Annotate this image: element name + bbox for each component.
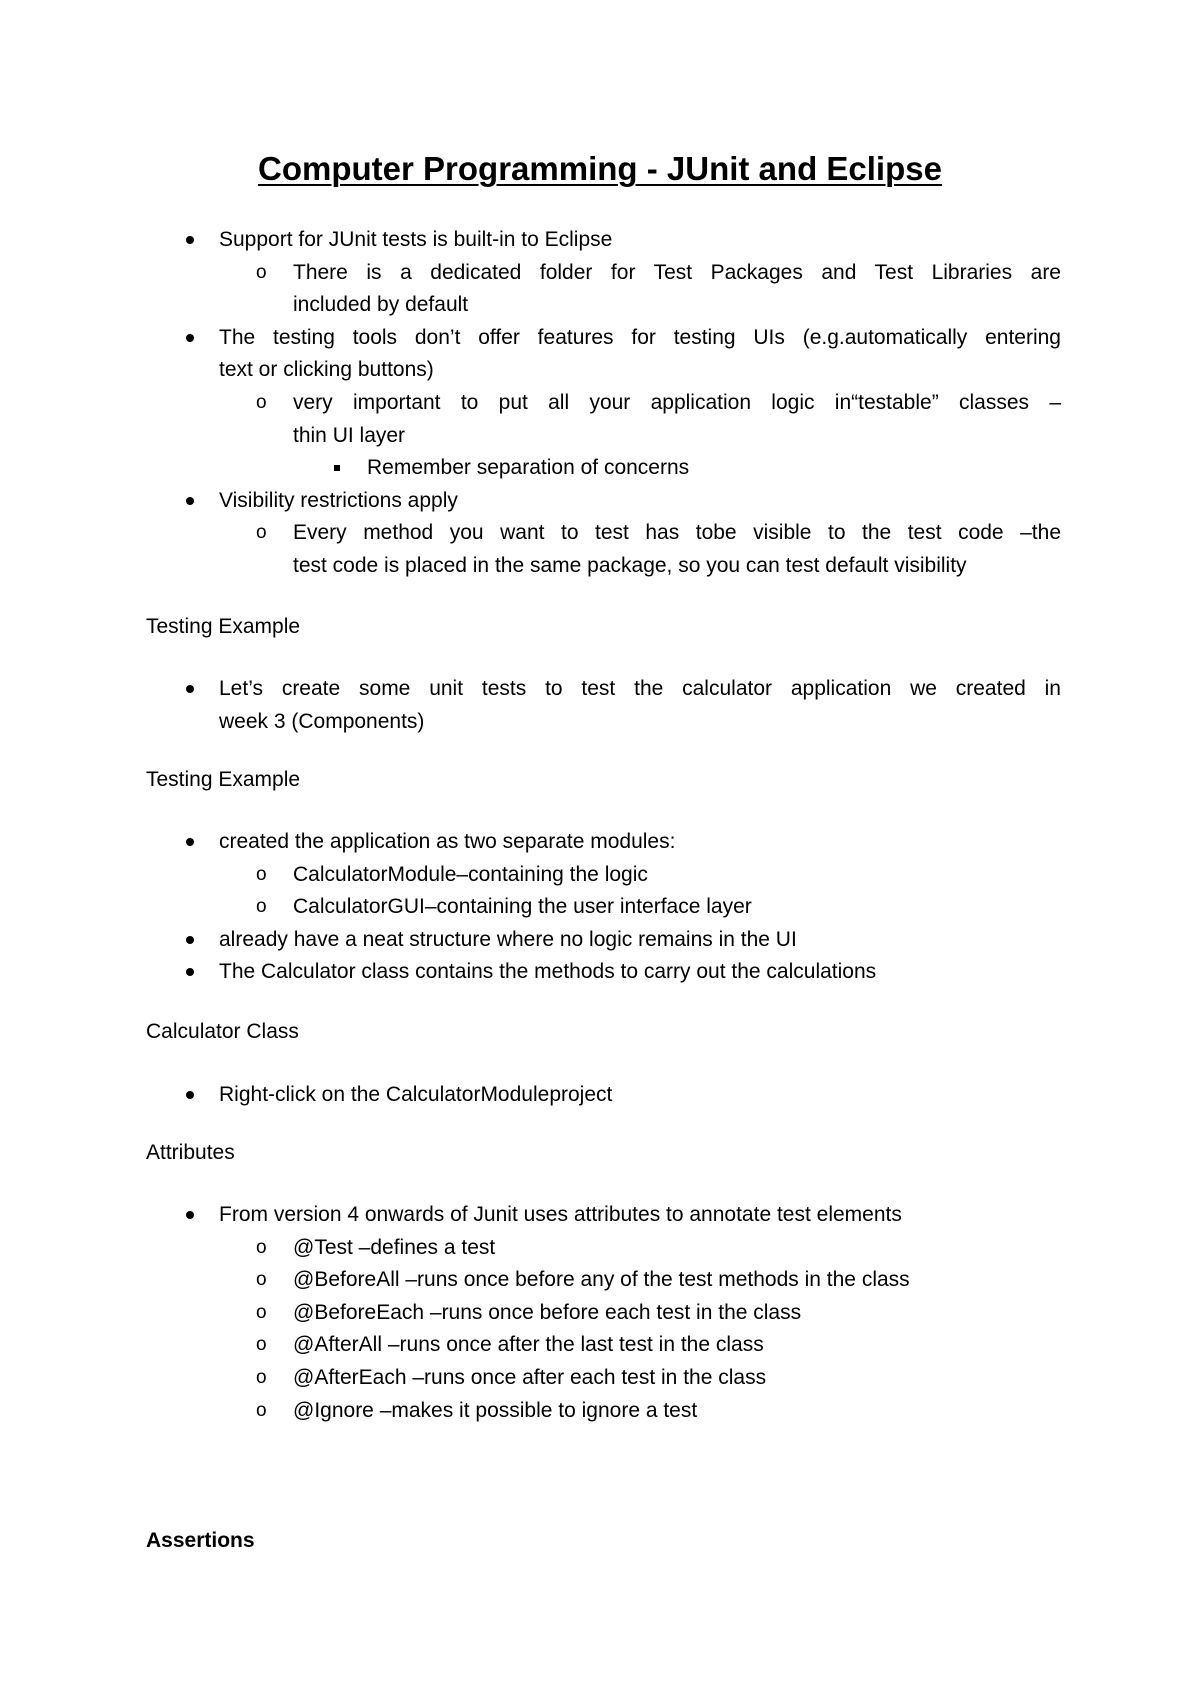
list-item-text: The testing tools don’t offer features for testing UIs (e.g.automatically entering <box>219 325 1061 349</box>
section-heading-testing-example-1: Testing Example <box>146 615 301 638</box>
bullet-icon <box>184 323 204 353</box>
bullet-icon <box>184 225 204 255</box>
bullet-icon <box>184 827 204 857</box>
bullet-icon <box>184 486 204 516</box>
list-item-text: @Test –defines a test <box>293 1235 496 1259</box>
square-bullet-icon <box>332 453 352 483</box>
list-item-text: @AfterAll –runs once after the last test in the class <box>293 1333 764 1357</box>
list-item-text: From version 4 onwards of Junit uses attributes to annotate test elements <box>219 1203 902 1226</box>
list-item-text: Every method you want to test has tobe visible to the test code –the <box>293 521 1061 545</box>
list-item-text: included by default <box>293 293 469 317</box>
list-item-text: very important to put all your application logic in“testable” classes – <box>293 391 1061 414</box>
bullet-icon <box>184 925 204 955</box>
circle-bullet-icon: o <box>256 1367 267 1388</box>
bullet-icon <box>184 674 204 704</box>
bullet-icon <box>184 1080 204 1110</box>
section-heading-assertions: Assertions <box>146 1529 255 1552</box>
circle-bullet-icon: o <box>256 1399 267 1421</box>
list-item-text: @AfterEach –runs once after each test in the class <box>293 1366 767 1389</box>
list-item-text: @BeforeEach –runs once before each test in the class <box>293 1300 802 1324</box>
list-item-text: already have a neat structure where no logic remains in the UI <box>219 927 797 951</box>
list-item-text: CalculatorGUI–containing the user interface layer <box>293 895 752 919</box>
circle-bullet-icon: o <box>256 1236 267 1258</box>
list-item-text: Let’s create some unit tests to test the calculator application we created in <box>219 677 1061 700</box>
list-item-text: Support for JUnit tests is built-in to Eclipse <box>219 228 613 251</box>
section-heading-attributes: Attributes <box>146 1141 235 1164</box>
list-item-text: Visibility restrictions apply <box>219 488 458 512</box>
bullet-icon <box>184 1200 204 1230</box>
circle-bullet-icon: o <box>256 896 267 918</box>
circle-bullet-icon: o <box>256 522 267 544</box>
bullet-icon <box>184 957 204 987</box>
section-heading-calculator-class: Calculator Class <box>146 1020 299 1043</box>
list-item-text: CalculatorModule–containing the logic <box>293 862 648 886</box>
list-item-text: week 3 (Components) <box>219 709 425 733</box>
list-item-text: The Calculator class contains the methods to carry out the calculations <box>219 960 877 984</box>
circle-bullet-icon: o <box>256 1334 267 1356</box>
list-item-text: There is a dedicated folder for Test Packages and Test Libraries are <box>293 260 1061 284</box>
list-item-text: Remember separation of concerns <box>367 456 690 480</box>
list-item-text: text or clicking buttons) <box>219 358 434 382</box>
list-item-text: test code is placed in the same package, so you can test default visibility <box>293 554 967 577</box>
circle-bullet-icon: o <box>256 863 267 885</box>
list-item-text: @Ignore –makes it possible to ignore a test <box>293 1398 698 1422</box>
circle-bullet-icon: o <box>256 1301 267 1323</box>
list-item-text: thin UI layer <box>293 423 406 447</box>
circle-bullet-icon: o <box>256 1269 267 1291</box>
list-item-text: @BeforeAll –runs once before any of the test methods in the class <box>293 1268 910 1292</box>
circle-bullet-icon: o <box>256 392 267 413</box>
list-item-text: created the application as two separate modules: <box>219 830 676 853</box>
section-heading-testing-example-2: Testing Example <box>146 768 301 791</box>
list-item-text: Right-click on the CalculatorModuleproject <box>219 1083 613 1106</box>
circle-bullet-icon: o <box>256 261 267 283</box>
page-title: Computer Programming - JUnit and Eclipse <box>258 150 942 187</box>
